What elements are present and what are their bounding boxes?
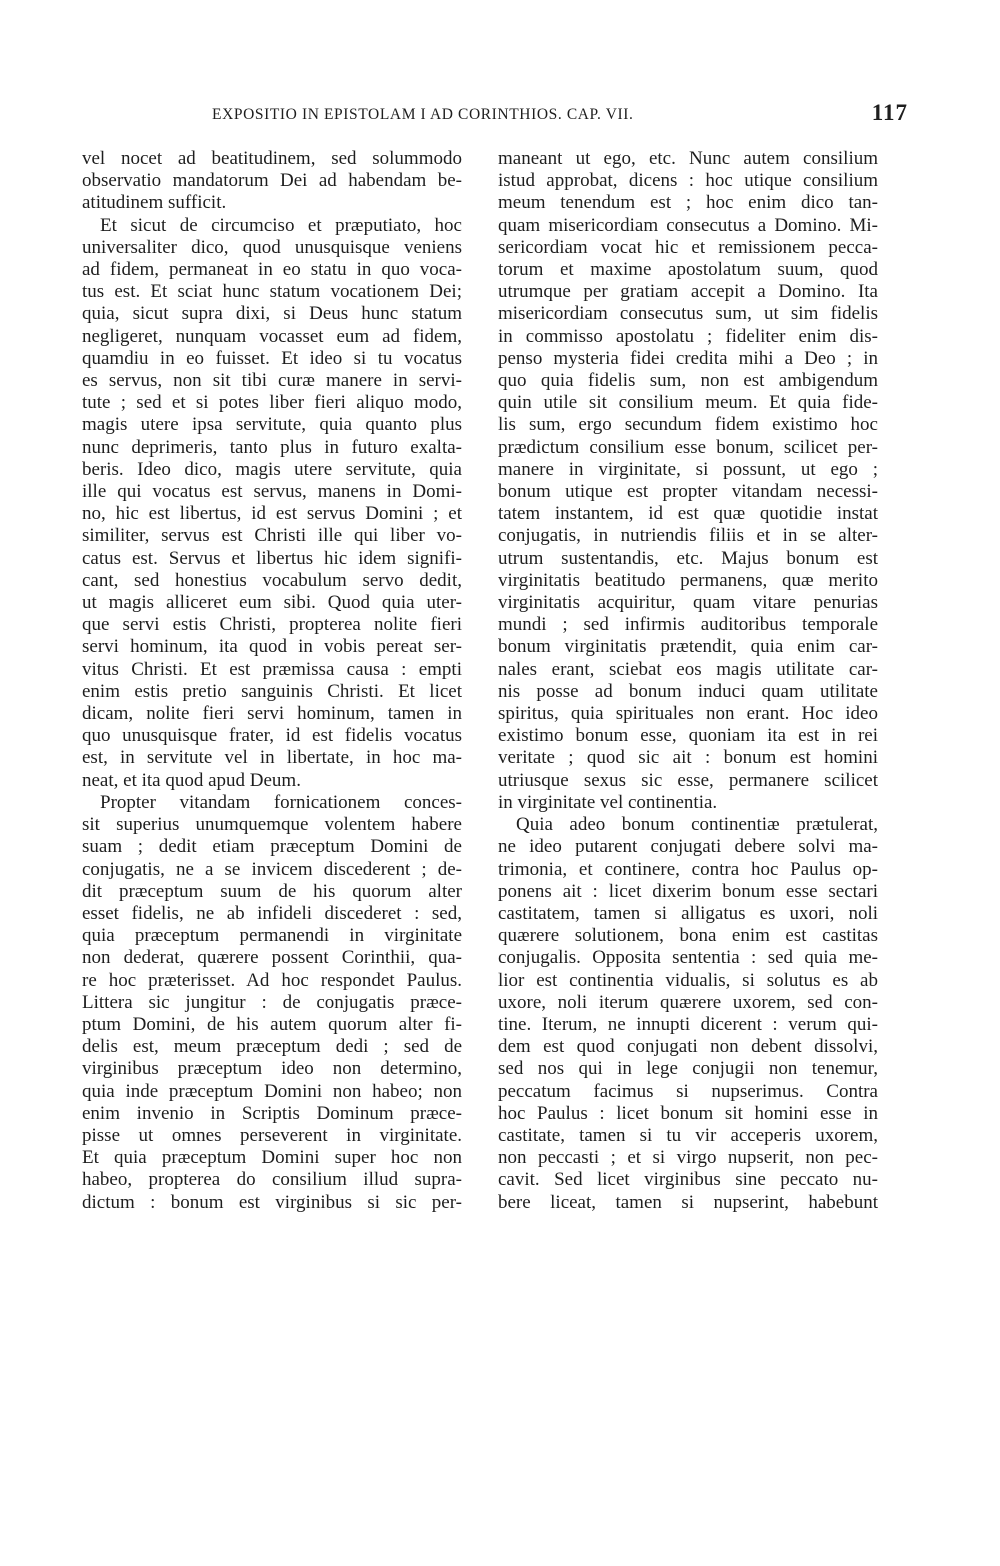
left-column <box>82 148 462 1214</box>
text-line: tatem instantem, id est quæ quotidie instat <box>498 503 878 525</box>
text-line: lis sum, ergo secundum fidem existimo hoc <box>498 414 878 436</box>
text-line: peccatum facimus si nupserimus. Contra <box>498 1080 878 1102</box>
text-line: quia inde præceptum Domini non habeo; non <box>82 1080 462 1102</box>
text-line: utrumque per gratiam accepit a Domino. Ita <box>498 281 878 303</box>
text-line: non peccasti ; et si virgo nupserit, non pec- <box>498 1147 878 1169</box>
text-line: Littera sic jungitur : de conjugatis præce- <box>82 991 462 1013</box>
text-line: observatio mandatorum Dei ad habendam be- <box>82 170 462 192</box>
text-line: dictum : bonum est virginibus si sic per- <box>82 1191 462 1213</box>
text-line: hoc Paulus : licet bonum sit homini esse in <box>498 1102 878 1124</box>
text-line: ponens ait : licet dixerim bonum esse sectari <box>498 880 878 902</box>
text-line: esset fidelis, ne ab infideli discederet : sed, <box>82 902 462 924</box>
text-line: Quia adeo bonum continentiæ prætulerat, <box>516 814 878 836</box>
text-line: virginitatis beatitudo permanens, quæ merito <box>498 569 878 591</box>
text-line: servi hominum, ita quod in vobis pereat ser- <box>82 636 462 658</box>
text-line: quia, sicut supra dixi, si Deus hunc statum <box>82 303 462 325</box>
text-line: in commisso apostolatu ; fideliter enim dis- <box>498 325 878 347</box>
text-line: torum et maxime apostolatum suum, quod <box>498 259 878 281</box>
text-line: quamdiu in eo fuisset. Et ideo si tu vocatus <box>82 347 462 369</box>
text-line: ille qui vocatus est servus, manens in Domi- <box>82 481 462 503</box>
text-line: tine. Iterum, ne innupti dicerent : verum qui- <box>498 1013 878 1035</box>
text-line: meum tenendum est ; hoc enim dico tan- <box>498 192 878 214</box>
page-number: 117 <box>871 100 908 125</box>
text-line: quia præceptum permanendi in virginitate <box>82 925 462 947</box>
text-line: lior est continentia vidualis, si solutus es ab <box>498 969 878 991</box>
text-line: enim estis pretio sanguinis Christi. Et licet <box>82 680 462 702</box>
text-line: quærere solutionem, bona enim est castitas <box>498 925 878 947</box>
text-line: tus est. Et sciat hunc statum vocationem Dei; <box>82 281 462 303</box>
text-line: vel nocet ad beatitudinem, sed solummodo <box>82 148 462 169</box>
text-line: conjugatis, in nutriendis filiis et in se alter- <box>498 525 878 547</box>
text-line: cavit. Sed licet virginibus sine peccato nu- <box>498 1169 878 1191</box>
text-line: dem est quod conjugati non debent dissolvi, <box>498 1036 878 1058</box>
text-line: delis est, meum præceptum dedi ; sed de <box>82 1036 462 1058</box>
text-line: penso mysteria fidei credita mihi a Deo ; in <box>498 347 878 369</box>
text-line: dicam, nolite fieri servi hominum, tamen in <box>82 703 462 725</box>
text-line: universaliter dico, quod unusquisque veniens <box>82 236 462 258</box>
text-line: Propter vitandam fornicationem conces- <box>100 791 462 813</box>
text-line: est, in servitute vel in libertate, in hoc ma- <box>82 747 462 769</box>
text-line: quam misericordiam consecutus a Domino. Mi- <box>498 214 878 236</box>
text-line: ptum Domini, de his autem quorum alter fi- <box>82 1013 462 1035</box>
text-line: no, hic est libertus, id est servus Domini ; et <box>82 503 462 525</box>
text-line: manere in virginitate, si possunt, ut ego ; <box>498 458 878 480</box>
text-line: catus est. Servus et libertus hic idem signifi- <box>82 547 462 569</box>
text-line: sed nos qui in lege conjugii non tenemur, <box>498 1058 878 1080</box>
text-line: nunc deprimeris, tanto plus in futuro exalta- <box>82 436 462 458</box>
text-line: es servus, non sit tibi curæ manere in servi- <box>82 370 462 392</box>
text-line: veritate ; quod sic ait : bonum est homini <box>498 747 878 769</box>
text-line: misericordiam consecutus sum, ut sim fidelis <box>498 303 878 325</box>
text-line: quin utile sit consilium meum. Et quia fide- <box>498 392 878 414</box>
text-line: bonum virginitatis prætendit, quia enim car- <box>498 636 878 658</box>
text-line: existimo bonum esse, quoniam ita est in rei <box>498 725 878 747</box>
text-line: prædictum consilium esse bonum, scilicet per- <box>498 436 878 458</box>
text-line: tute ; sed et si potes liber fieri aliquo modo, <box>82 392 462 414</box>
text-line: utrum sustentandis, etc. Majus bonum est <box>498 547 878 569</box>
text-line: bonum utique est propter vitandam necessi- <box>498 481 878 503</box>
text-line: beris. Ideo dico, magis utere servitute, quia <box>82 458 462 480</box>
text-line: utriusque sexus sic esse, permanere scilicet <box>498 769 878 791</box>
text-line: cant, sed honestius vocabulum servo dedit, <box>82 569 462 591</box>
text-line: quo unusquisque frater, id est fidelis vocatus <box>82 725 462 747</box>
text-line: suam ; dedit etiam præceptum Domini de <box>82 836 462 858</box>
text-line: atitudinem sufficit. <box>82 192 227 214</box>
running-header <box>212 100 908 134</box>
text-line: Et quia præceptum Domini super hoc non <box>82 1147 462 1169</box>
text-line: non dederat, quærere possent Corinthii, qua- <box>82 947 462 969</box>
text-line: maneant ut ego, etc. Nunc autem consilium <box>498 148 878 169</box>
text-line: uxore, noli iterum quærere uxorem, sed con- <box>498 991 878 1013</box>
text-line: Et sicut de circumciso et præputiato, hoc <box>100 214 462 236</box>
text-line: ad fidem, permaneat in eo statu in quo voca- <box>82 259 462 281</box>
text-line: bere liceat, tamen si nupserint, habebunt <box>498 1191 878 1213</box>
text-line: conjugatis, ne a se invicem discederent ; de- <box>82 858 462 880</box>
text-line: ne ideo putarent conjugati debere solvi ma- <box>498 836 878 858</box>
text-line: virginitatis acquiritur, quam vitare penurias <box>498 592 878 614</box>
text-line: que servi estis Christi, propterea nolite fieri <box>82 614 462 636</box>
text-line: dit præceptum suum de his quorum alter <box>82 880 462 902</box>
text-line: istud approbat, dicens : hoc utique consilium <box>498 170 878 192</box>
text-line: conjugalis. Opposita sententia : sed quia me- <box>498 947 878 969</box>
text-line: nales erant, sciebat eos magis utilitate car- <box>498 658 878 680</box>
text-line: sericordiam vocat hic et remissionem pecca- <box>498 236 878 258</box>
right-column <box>498 148 878 1214</box>
running-title: EXPOSITIO IN EPISTOLAM I AD CORINTHIOS. CAP. VII. <box>212 106 634 123</box>
text-line: re hoc præterisset. Ad hoc respondet Paulus. <box>82 969 462 991</box>
text-line: pisse ut omnes perseverent in virginitate. <box>82 1124 462 1146</box>
text-line: castitate, tamen si tu vir acceperis uxorem, <box>498 1124 878 1146</box>
text-line: ut magis alliceret eum sibi. Quod quia uter- <box>82 592 462 614</box>
text-line: nis posse ad bonum induci quam utilitate <box>498 680 878 702</box>
text-line: quo quia fidelis sum, non est ambigendum <box>498 370 878 392</box>
text-line: trimonia, et continere, contra hoc Paulus op- <box>498 858 878 880</box>
text-line: spiritus, quia spirituales non erant. Hoc ideo <box>498 703 878 725</box>
text-line: negligeret, nunquam vocasset eum ad fidem, <box>82 325 462 347</box>
text-line: castitatem, tamen si alligatus es uxori, noli <box>498 902 878 924</box>
text-line: neat, et ita quod apud Deum. <box>82 769 301 791</box>
text-line: mundi ; sed infirmis auditoribus temporale <box>498 614 878 636</box>
text-line: magis utere ipsa servitute, quia quanto plus <box>82 414 462 436</box>
text-line: virginibus præceptum ideo non determino, <box>82 1058 462 1080</box>
text-line: similiter, servus est Christi ille qui liber vo- <box>82 525 462 547</box>
text-line: in virginitate vel continentia. <box>498 791 718 813</box>
text-line: vitus Christi. Et est præmissa causa : empti <box>82 658 462 680</box>
text-line: habeo, propterea do consilium illud supra- <box>82 1169 462 1191</box>
text-line: enim invenio in Scriptis Dominum præce- <box>82 1102 462 1124</box>
text-line: sit superius unumquemque volentem habere <box>82 814 462 836</box>
